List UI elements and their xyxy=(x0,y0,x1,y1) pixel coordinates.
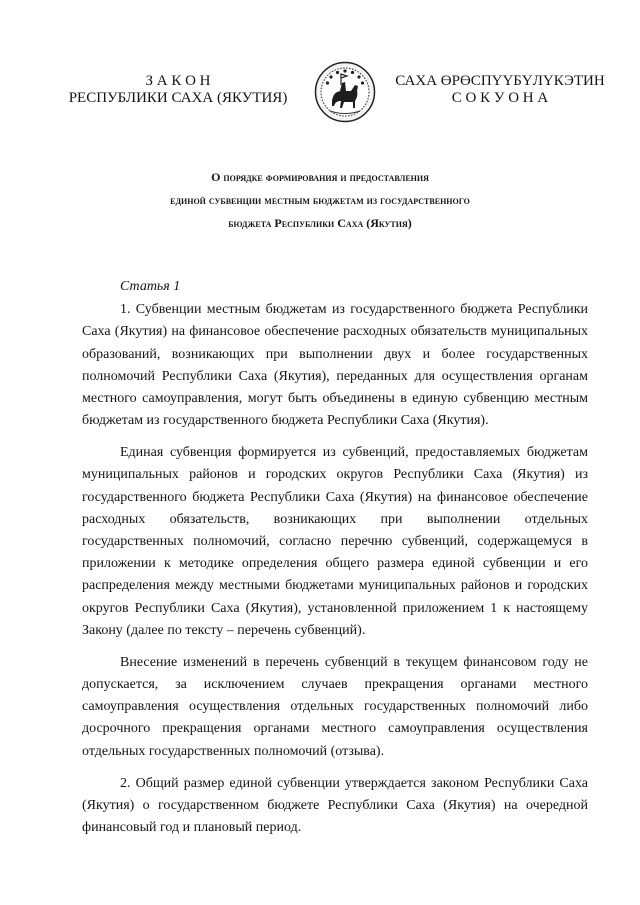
title-line: бюджета Республики Саха (Якутия) xyxy=(228,216,412,230)
title-line: О порядке формирования и предоставления xyxy=(211,170,429,184)
law-word: З А К О Н xyxy=(145,73,211,89)
yakutia-coat-of-arms-icon xyxy=(314,61,376,123)
article-heading: Статья 1 xyxy=(120,279,181,294)
law-title xyxy=(70,166,570,235)
header-right xyxy=(386,73,614,107)
republic-name: РЕСПУБЛИКИ САХА (ЯКУТИЯ) xyxy=(68,90,288,106)
paragraph: Единая субвенция формируется из субвенций, предоставляемых бюджетам муниципальных районов и городских округов Республики Саха (Якутия) из государственного бюджета Республики Саха (Якутия) на финансовое обеспечение расходных обязательств, возникающих при выполнении отдельных государственных полномочий, согласно перечню субвенций, содержащемуся в приложении к методике определения общего размера единой субвенции и его распределения между местными бюджетами муниципальных районов и городских округов Республики Саха (Якутия), установленной приложением 1 к настоящему Закону (далее по тексту – перечень субвенций). xyxy=(82,445,588,638)
title-line: единой субвенции местным бюджетам из государственного xyxy=(170,193,470,207)
header-left xyxy=(62,73,294,107)
republic-name-yakut: САХА ӨРӨСПҮҮБҮЛҮКЭТИН xyxy=(395,73,605,89)
paragraph: 1. Субвенции местным бюджетам из государственного бюджета Республики Саха (Якутия) на финансовое обеспечение расходных обязательств муниципальных образований, возникающих при выполнении двух и более государственных полномочий Республики Саха (Якутия), переданных для осуществления органам местного самоуправления, могут быть объединены в единую субвенцию местным бюджетам из государственного бюджета Республики Саха (Якутия). xyxy=(82,302,588,429)
article-body xyxy=(82,276,588,849)
law-word-yakut: С О К У О Н А xyxy=(451,90,549,106)
paragraph: Внесение изменений в перечень субвенций в текущем финансовом году не допускается, за исключением случаев прекращения органами местного самоуправления осуществления отдельных государственных полномочий либо досрочного прекращения органами местного самоуправления осуществления отдельных государственных полномочий (отзыва). xyxy=(82,654,588,759)
paragraph: 2. Общий размер единой субвенции утверждается законом Республики Саха (Якутия) о государственном бюджете Республики Саха (Якутия) на очередной финансовый год и плановый период. xyxy=(82,775,588,836)
